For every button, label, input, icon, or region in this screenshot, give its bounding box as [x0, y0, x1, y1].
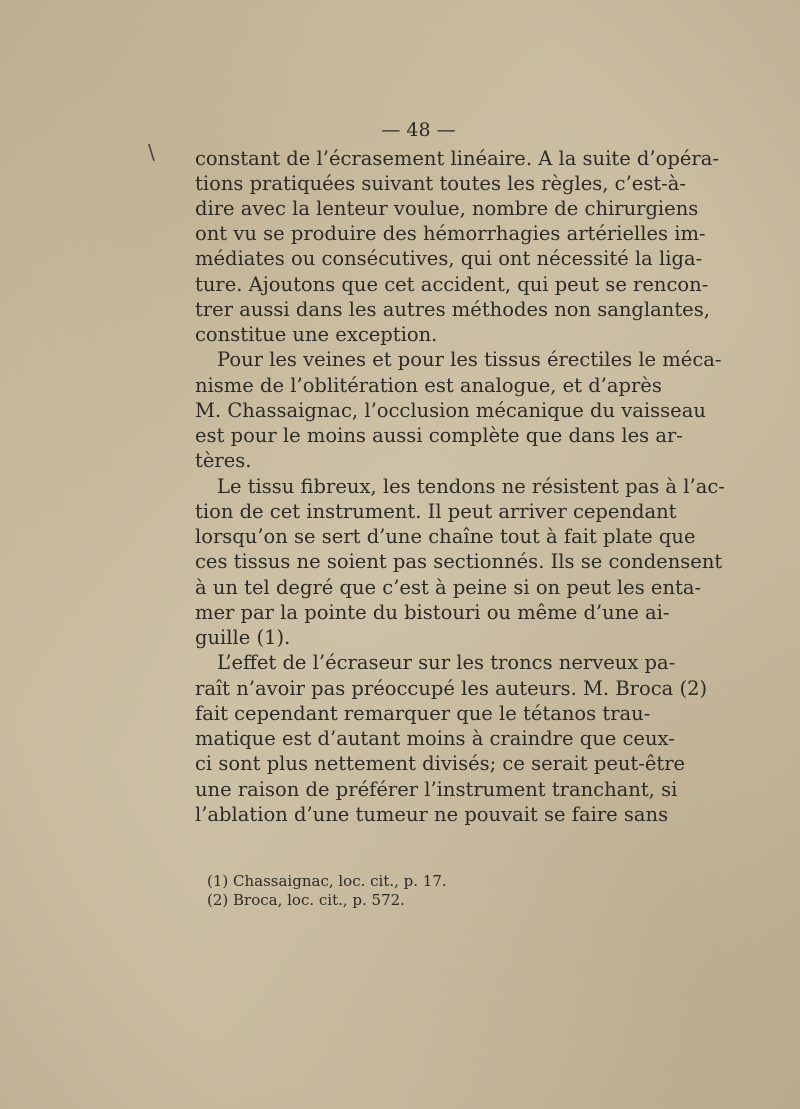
- body-line: ci sont plus nettement divisés; ce serait peut-être: [195, 752, 686, 775]
- body-line: nisme de l’oblitération est analogue, et d’après: [195, 374, 662, 397]
- body-line: est pour le moins aussi complète que dans les ar-: [195, 424, 683, 447]
- body-line: guille (1).: [195, 626, 291, 649]
- body-line: ont vu se produire des hémorrhagies artérielles im-: [195, 222, 706, 245]
- body-line: tions pratiquées suivant toutes les règles, c’est-à-: [195, 172, 686, 195]
- body-line: médiates ou consécutives, qui ont nécessité la liga-: [195, 247, 703, 270]
- body-line: tion de cet instrument. Il peut arriver cependant: [195, 500, 677, 523]
- body-line: ces tissus ne soient pas sectionnés. Ils se condensent: [195, 550, 723, 573]
- body-line: mer par la pointe du bistouri ou même d’une ai-: [195, 601, 670, 624]
- body-line: matique est d’autant moins à craindre que ceux-: [195, 727, 675, 750]
- body-line: fait cependant remarquer que le tétanos trau-: [195, 702, 651, 725]
- footnote: (1) Chassaignac, loc. cit., p. 17.: [207, 872, 447, 890]
- margin-pencil-mark: \: [148, 140, 155, 164]
- body-line: une raison de préférer l’instrument tranchant, si: [195, 778, 678, 801]
- body-line: L’effet de l’écraseur sur les troncs nerveux pa-: [217, 651, 676, 674]
- body-line: Pour les veines et pour les tissus érectiles le méca-: [217, 348, 722, 371]
- body-line: lorsqu’on se sert d’une chaîne tout à fait plate que: [195, 525, 696, 548]
- body-line: M. Chassaignac, l’occlusion mécanique du vaisseau: [195, 399, 706, 422]
- body-line: constitue une exception.: [195, 323, 438, 346]
- body-line: trer aussi dans les autres méthodes non sanglantes,: [195, 298, 710, 321]
- body-line: tères.: [195, 449, 252, 472]
- body-line: constant de l’écrasement linéaire. A la suite d’opéra-: [195, 147, 719, 170]
- body-line: à un tel degré que c’est à peine si on peut les enta-: [195, 576, 702, 599]
- footnote: (2) Broca, loc. cit., p. 572.: [207, 891, 405, 909]
- body-line: raît n’avoir pas préoccupé les auteurs. M. Broca (2): [195, 677, 708, 700]
- body-line: dire avec la lenteur voulue, nombre de chirurgiens: [195, 197, 699, 220]
- body-line: Le tissu fibreux, les tendons ne résistent pas à l’ac-: [217, 475, 725, 498]
- body-line: l’ablation d’une tumeur ne pouvait se faire sans: [195, 803, 669, 826]
- body-line: ture. Ajoutons que cet accident, qui peut se rencon-: [195, 273, 709, 296]
- page-number: — 48 —: [381, 119, 456, 141]
